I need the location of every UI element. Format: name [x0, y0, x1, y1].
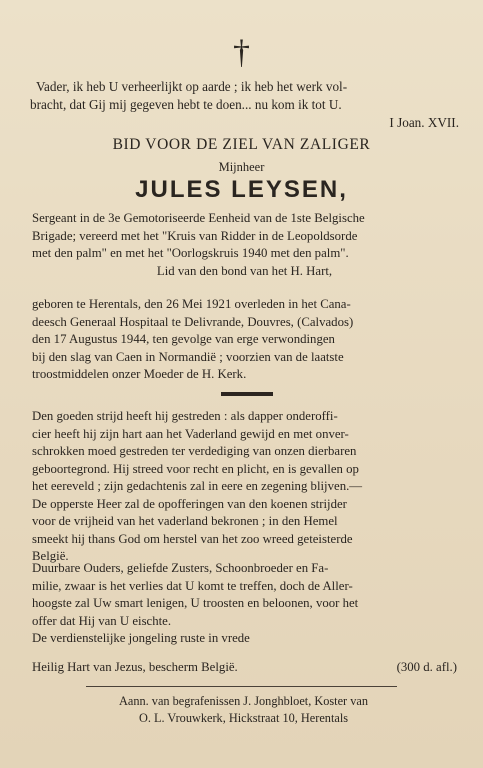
tribute-line: smeekt hij thans God om herstel van het zoo wreed geteisterde	[32, 531, 353, 546]
rank-and-honours	[32, 210, 457, 280]
family-line: hoogste zal Uw smart lenigen, U troosten en beloonen, voor het	[32, 596, 359, 610]
rank-line: Brigade; vereerd met het "Kruis van Ridder in de Leopoldsorde	[32, 228, 358, 243]
divider	[221, 392, 273, 396]
honorific: Mijnheer	[218, 160, 265, 174]
family-line: Duurbare Ouders, geliefde Zusters, Schoonbroeder en Fa-	[32, 561, 329, 575]
tribute-line: voor de vrijheid van het vaderland bekronen ; in den Hemel	[32, 514, 338, 528]
verse-line-1: Vader, ik heb U verheerlijkt op aarde ; ik heb het werk vol-	[36, 79, 348, 94]
birth-death-details	[32, 296, 457, 384]
verse-reference: I Joan. XVII.	[389, 115, 459, 130]
family-line: offer dat Hij van U eischte.	[32, 613, 172, 628]
tribute-text	[32, 408, 457, 566]
birth-line: deesch Generaal Hospitaal te Delivrande, Douvres, (Calvados)	[32, 314, 354, 329]
verse-line-2: bracht, dat Gij mij gegeven hebt te doen... nu kom ik tot U.	[30, 97, 342, 112]
birth-line: den 17 Augustus 1944, ten gevolge van erge verwondingen	[32, 332, 335, 346]
deceased-name: JULES LEYSEN,	[135, 176, 348, 203]
footer-rule	[86, 686, 397, 687]
prayer-heading: BID VOOR DE ZIEL VAN ZALIGER	[112, 136, 371, 153]
invocation: Heilig Hart van Jezus, bescherm België.	[32, 660, 238, 674]
tribute-line: De opperste Heer zal de opofferingen van den koenen strijder	[32, 496, 347, 511]
family-text	[32, 560, 457, 630]
tribute-line: geboortegrond. Hij streed voor recht en plicht, en is gevallen op	[32, 461, 359, 476]
rank-line: met den palm" en met het "Oorlogskruis 1940 met den palm".	[32, 246, 349, 260]
family-line: milie, zwaar is het verlies dat U komt te treffen, doch de Aller-	[32, 578, 353, 593]
bible-verse	[30, 78, 459, 132]
tribute-line: België.	[32, 549, 69, 563]
birth-line: troostmiddelen onzer Moeder de H. Kerk.	[32, 367, 247, 381]
printer-line: O. L. Vrouwkerk, Hickstraat 10, Herentals	[138, 711, 349, 725]
printer-credit	[30, 693, 457, 727]
rest-in-peace-line: De verdienstelijke jongeling ruste in vrede	[32, 631, 250, 645]
printer-line: Aann. van begrafenissen J. Jonghbloet, Koster van	[119, 694, 368, 708]
birth-line: geboren te Herentals, den 26 Mei 1921 overleden in het Cana-	[32, 297, 351, 311]
tribute-line: het eereveld ; zijn gedachtenis zal in eere en zegening blijven.—	[32, 479, 363, 493]
rank-line: Lid van den bond van het H. Hart,	[156, 263, 333, 278]
rank-line: Sergeant in de 3e Gemotoriseerde Eenheid van de 1ste Belgische	[32, 211, 365, 225]
cross-icon: †	[233, 34, 250, 71]
tribute-line: cier heeft hij zijn hart aan het Vaderland gewijd en met onver-	[32, 426, 349, 441]
invocation-row	[32, 660, 457, 675]
indulgence: (300 d. afl.)	[396, 660, 457, 674]
tribute-line: schrokken moed gestreden ter verdediging van onzen dierbaren	[32, 444, 357, 458]
birth-line: bij den slag van Caen in Normandië ; voorzien van de laatste	[32, 349, 344, 364]
tribute-line: Den goeden strijd heeft hij gestreden : als dapper onderoffi-	[32, 409, 338, 423]
